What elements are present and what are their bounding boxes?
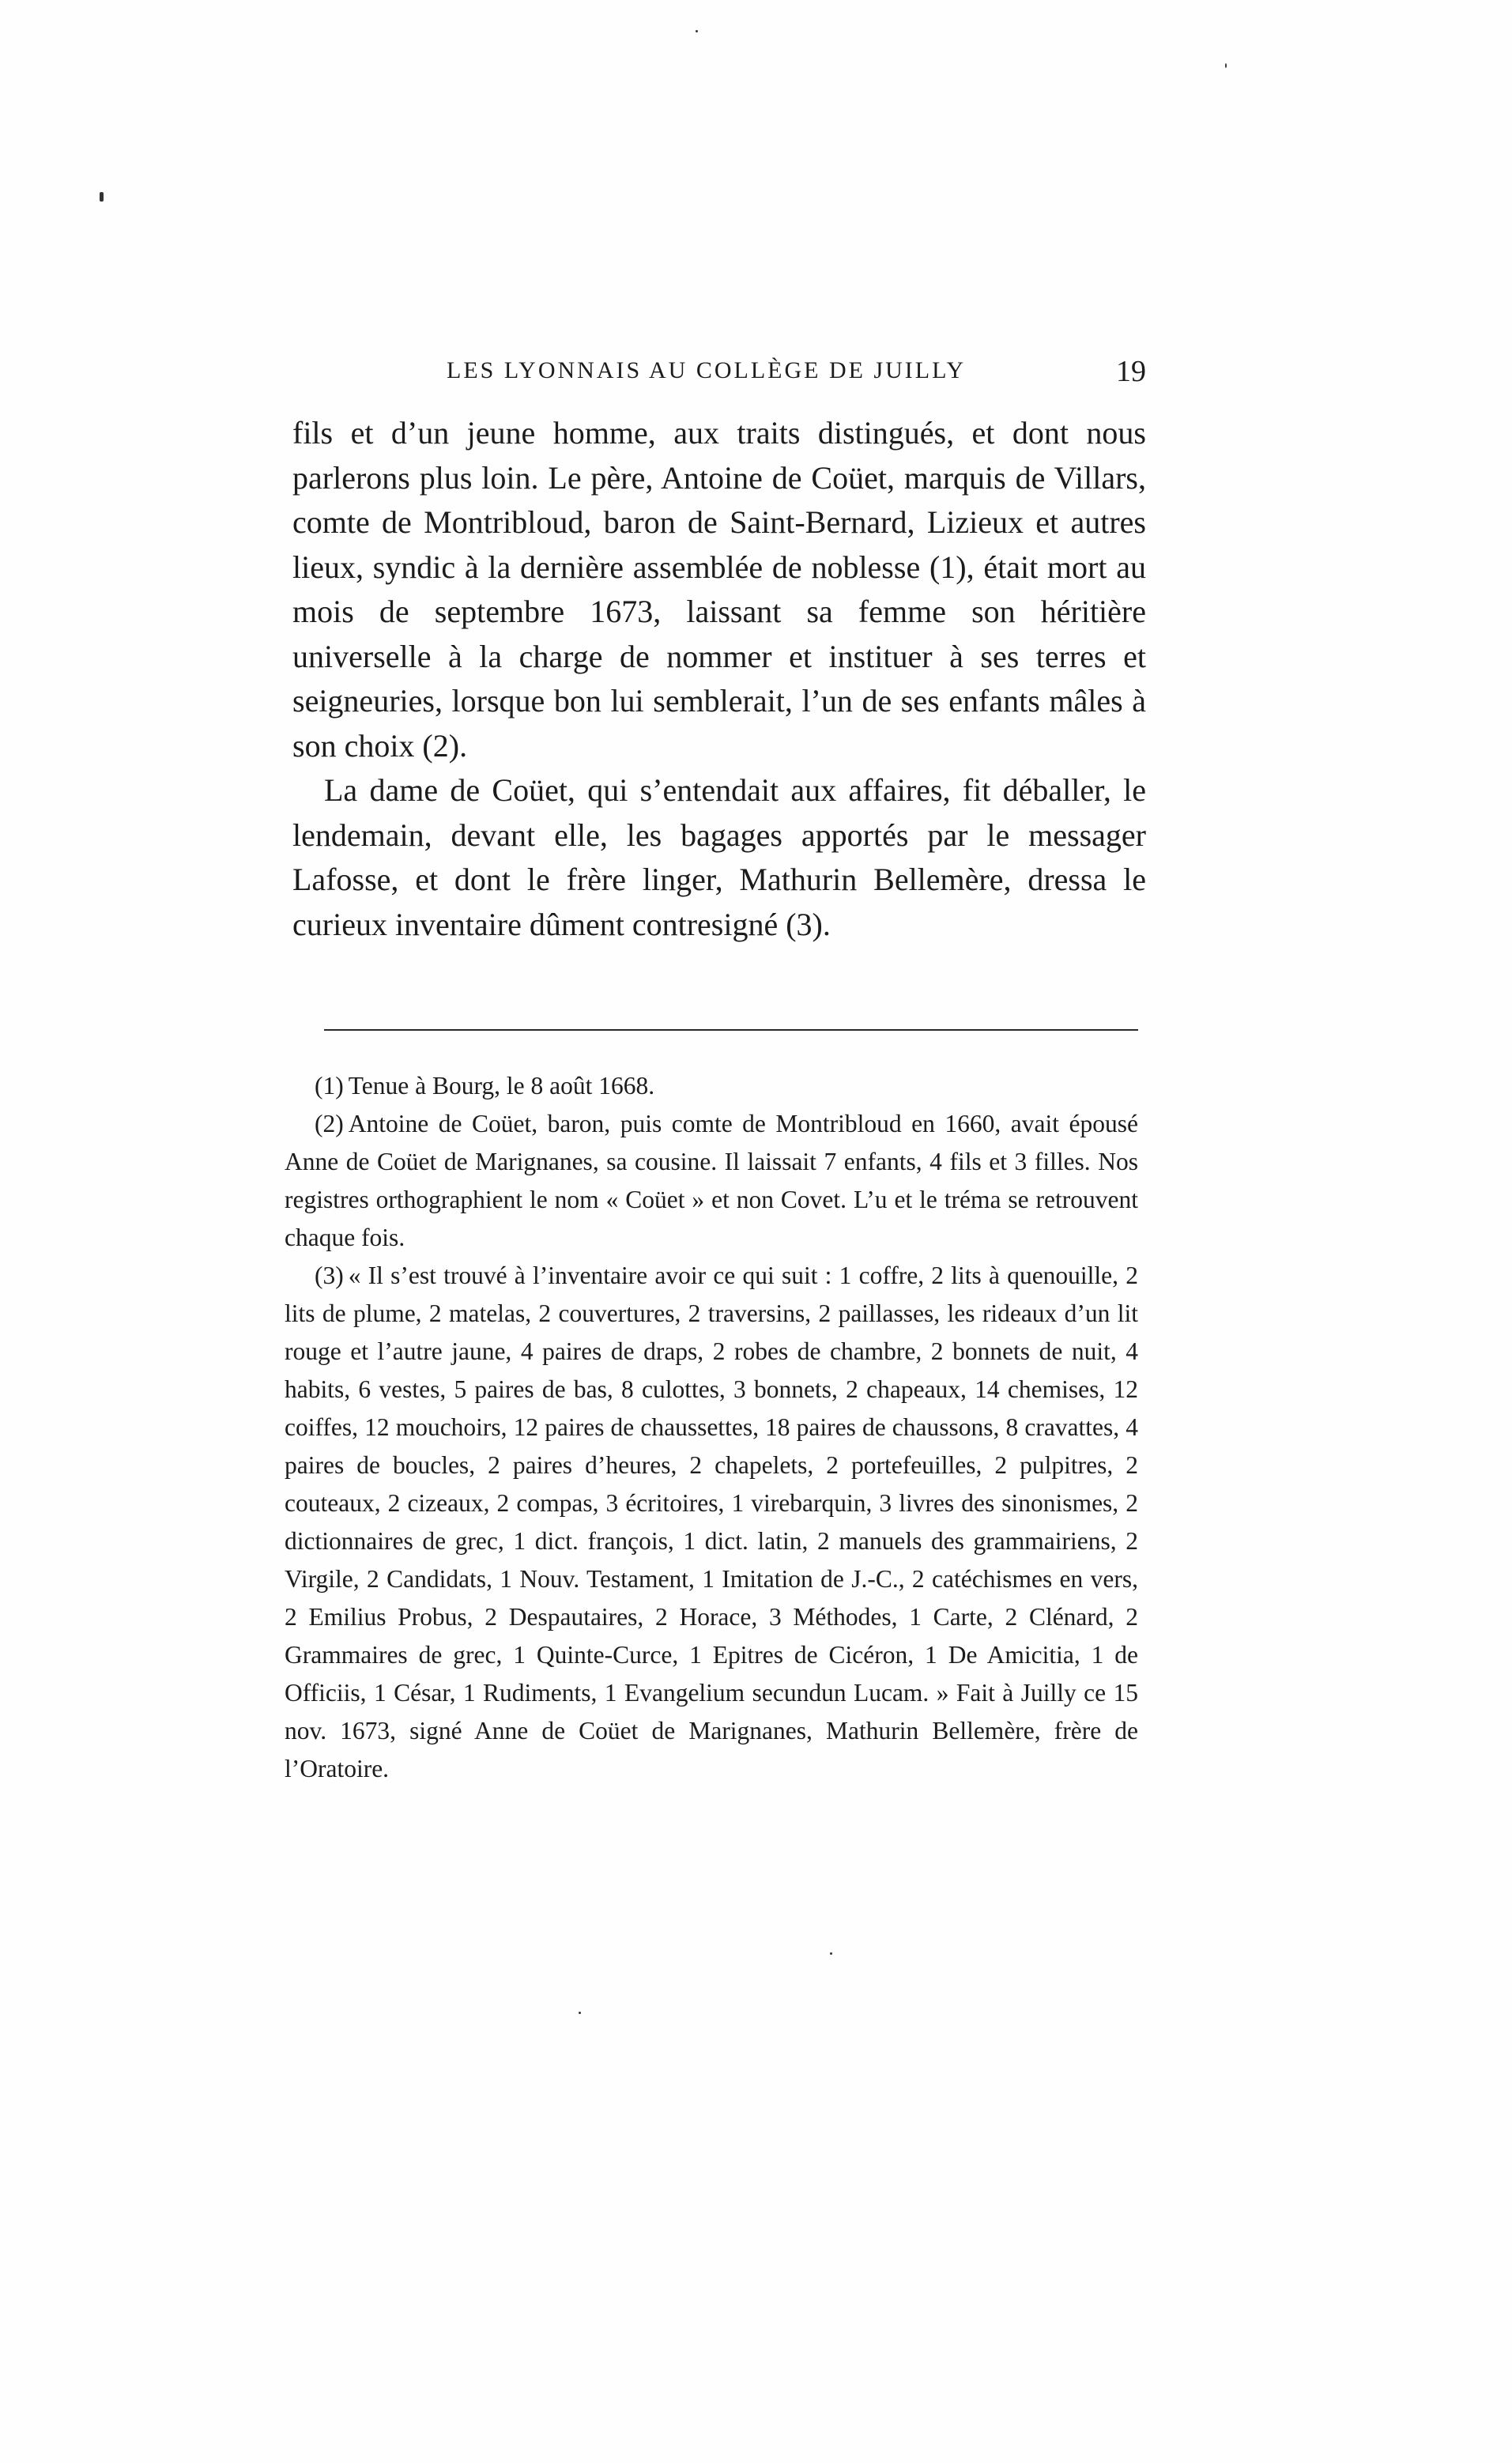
- footnote-separator-rule: [324, 1029, 1138, 1031]
- footnote-number: (3): [315, 1262, 344, 1289]
- print-speck: [100, 192, 104, 202]
- print-speck: [696, 30, 698, 32]
- print-speck: [830, 1952, 832, 1955]
- body-paragraph: La dame de Coüet, qui s’entendait aux affaires, fit déballer, le lendemain, devant elle, les bagages apportés par le messager Lafosse, et dont le frère linger, Mathurin Bellemère, dressa le curieux inventaire dûment contresigné (3).: [292, 772, 1146, 942]
- print-speck: [579, 2012, 581, 2014]
- footnote: [285, 1067, 1138, 1105]
- page-number: 19: [1116, 355, 1146, 388]
- footnote: [285, 1105, 1138, 1257]
- footnote-number: (2): [315, 1110, 344, 1137]
- footnote-text: Tenue à Bourg, le 8 août 1668.: [348, 1072, 655, 1099]
- footnote-text: « Il s’est trouvé à l’inventaire avoir ce qui suit : 1 coffre, 2 lits à quenouille, 2 lits de plume, 2 matelas, 2 couvertures, 2 traversins, 2 paillasses, les rideaux d’un lit rouge et l’autre jaune, 4 paires de draps, 2 robes de chambre, 2 bonnets de nuit, 4 habits, 6 vestes, 5 paires de bas, 8 culottes, 3 bonnets, 2 chapeaux, 14 chemises, 12 coiffes, 12 mouchoirs, 12 paires de chaussettes, 18 paires de chaussons, 8 cravattes, 4 paires de boucles, 2 paires d’heures, 2 chapelets, 2 portefeuilles, 2 pulpitres, 2 couteaux, 2 cizeaux, 2 compas, 3 écritoires, 1 virebarquin, 3 livres des sinonismes, 2 dictionnaires de grec, 1 dict. françois, 1 dict. latin, 2 manuels des grammairiens, 2 Virgile, 2 Candidats, 1 Nouv. Testament, 1 Imitation de J.-C., 2 catéchismes en vers, 2 Emilius Probus, 2 Despautaires, 2 Horace, 3 Méthodes, 1 Carte, 2 Clénard, 2 Grammaires de grec, 1 Quinte-Curce, 1 Epitres de Cicéron, 1 De Amicitia, 1 de Officiis, 1 César, 1 Rudiments, 1 Evangelium secundun Lucam. » Fait à Juilly ce 15 nov. 1673, signé Anne de Coüet de Marignanes, Mathurin Bellemère, frère de l’Oratoire.: [285, 1262, 1138, 1782]
- running-title: LES LYONNAIS AU COLLÈGE DE JUILLY: [447, 357, 967, 383]
- main-text: [292, 411, 1146, 947]
- footnotes: [285, 1067, 1138, 1788]
- footnote-text: Antoine de Coüet, baron, puis comte de Montribloud en 1660, avait épousé Anne de Coüet de Marignanes, sa cousine. Il laissait 7 enfants, 4 fils et 3 filles. Nos registres orthographient le nom « Coüet » et non Covet. L’u et le tréma se retrouvent chaque fois.: [285, 1110, 1138, 1251]
- print-speck: [1225, 63, 1227, 68]
- footnote-number: (1): [315, 1072, 344, 1099]
- footnote: [285, 1257, 1138, 1788]
- running-head: [292, 357, 1146, 405]
- body-paragraph: fils et d’un jeune homme, aux traits distingués, et dont nous parlerons plus loin. Le père, Antoine de Coüet, marquis de Villars, comte de Montribloud, baron de Saint-Bernard, Lizieux et autres lieux, syndic à la dernière assemblée de noblesse (1), était mort au mois de septembre 1673, laissant sa femme son héritière universelle à la charge de nommer et instituer à ses terres et seigneuries, lorsque bon lui semblerait, l’un de ses enfants mâles à son choix (2).: [292, 415, 1146, 764]
